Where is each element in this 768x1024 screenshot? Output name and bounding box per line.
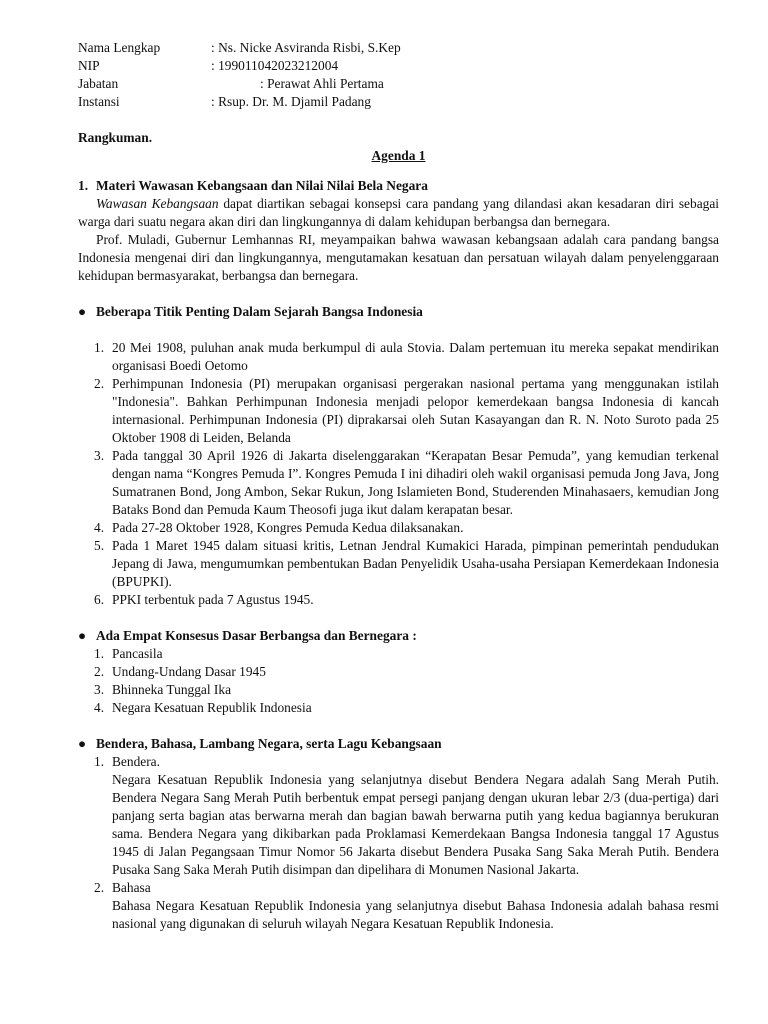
symbols-heading [78,735,719,753]
paragraph-muladi: Prof. Muladi, Gubernur Lemhannas RI, meyampaikan bahwa wawasan kebangsaan adalah cara pandang bangsa Indonesia mengenai diri dan lingkungannya, mengutamakan kesatuan dan persatuan wilayah dalam penyelenggaraan kehidupan bermasyarakat, berbangsa dan bernegara. [78,232,719,283]
list-item-text: Pada tanggal 30 April 1926 di Jakarta diselenggarakan “Kerapatan Besar Pemuda”, yang kemudian terkenal dengan nama “Kongres Pemuda I”. Kongres Pemuda I ini dihadiri oleh wakil organisasi pemuda Jong Java, Jong Sumatranen Bond, Jong Ambon, Sekar Rukun, Jong Islamieten Bond, Studerenden Minahasaers, kemudian Jong Bataks Bond dan Pemuda Kaum Theosofi juga ikut dalam kerapatan besar. [112,448,719,517]
bullet-icon: ● [78,304,87,319]
list-number: 3. [94,682,105,697]
list-item [78,645,719,663]
identity-row-name [78,39,719,57]
list-item [78,375,719,447]
list-item [78,681,719,699]
bullet-icon: ● [78,736,87,751]
document-page [78,39,719,933]
agenda-title: Agenda 1 [371,148,426,163]
paragraph-text: dapat diartikan sebagai konsepsi cara pandang yang dilandasi akan kesadaran diri sebagai warga dari suatu negara akan diri dan lingkungannya di dalam kehidupan berbangsa dan bernegara. [78,196,719,229]
identity-value: : Ns. Nicke Asviranda Risbi, S.Kep [211,40,401,55]
list-number: 2. [94,664,105,679]
identity-value: : Rsup. Dr. M. Djamil Padang [211,94,371,109]
list-number: 2. [94,376,105,391]
identity-row-institution [78,93,719,111]
list-number: 1. [94,754,105,769]
list-item-text: Pancasila [112,646,163,661]
list-item [78,339,719,375]
list-item-text: Negara Kesatuan Republik Indonesia [112,700,312,715]
list-number: 1. [94,646,105,661]
list-number: 3. [94,448,105,463]
list-item [78,879,719,933]
symbols-title: Bendera, Bahasa, Lambang Negara, serta Lagu Kebangsaan [96,736,442,751]
paragraph-definition [78,195,719,231]
bullet-icon: ● [78,628,87,643]
list-item [78,753,719,879]
identity-row-nip [78,57,719,75]
list-item-text: Bhinneka Tunggal Ika [112,682,232,697]
list-number: 5. [94,538,105,553]
list-number: 6. [94,592,105,607]
list-item [78,537,719,591]
list-item-label: Bahasa [112,880,151,895]
list-item [78,699,719,717]
symbols-list [78,753,719,933]
list-item-text: Bahasa Negara Kesatuan Republik Indonesia yang selanjutnya disebut Bahasa Indonesia adalah bahasa resmi nasional yang digunakan di seluruh wilayah Negara Kesatuan Republik Indonesia. [112,898,719,931]
list-number: 4. [94,700,105,715]
identity-value: : Perawat Ahli Pertama [260,76,384,91]
consensus-title: Ada Empat Konsesus Dasar Berbangsa dan Bernegara : [96,628,417,643]
consensus-list [78,645,719,717]
list-item-text: Negara Kesatuan Republik Indonesia yang selanjutnya disebut Bendera Negara adalah Sang Merah Putih. Bendera Negara Sang Merah Putih berbentuk empat persegi panjang dengan ukuran lebar 2/3 (dua-pertiga) dari panjang serta bagian atas berwarna merah dan bagian bawah berwarna putih yang kedua bagiannya berukuran sama. Bendera Negara yang dikibarkan pada Proklamasi Kemerdekaan Bangsa Indonesia tanggal 17 Agustus 1945 di Jalan Pegangsaan Timur Nomor 56 Jakarta disebut Bendera Pusaka Sang Saka Merah Putih. Bendera Pusaka Sang Saka Merah Putih disimpan dan dipelihara di Monumen Nasional Jakarta. [112,772,719,877]
list-item [78,447,719,519]
section-number: 1. [78,178,89,193]
consensus-heading [78,627,719,645]
list-item-text: Pada 27-28 Oktober 1928, Kongres Pemuda Kedua dilaksanakan. [112,520,464,535]
identity-label: NIP [78,58,100,73]
list-item-label: Bendera. [112,754,160,769]
list-item [78,591,719,609]
list-item-text: PPKI terbentuk pada 7 Agustus 1945. [112,592,314,607]
identity-label: Jabatan [78,76,119,91]
list-number: 1. [94,340,105,355]
list-number: 4. [94,520,105,535]
list-item [78,519,719,537]
history-list [78,339,719,609]
list-number: 2. [94,880,105,895]
list-item-text: Pada 1 Maret 1945 dalam situasi kritis, Letnan Jendral Kumakici Harada, pimpinan pemerintah pendudukan Jepang di Jawa, mengumumkan pembentukan Badan Penyelidik Usaha-usaha Persiapan Kemerdekaan Indonesia (BPUPKI). [112,538,719,589]
history-title: Beberapa Titik Penting Dalam Sejarah Bangsa Indonesia [96,304,423,319]
identity-block [78,39,719,111]
list-item-text: Perhimpunan Indonesia (PI) merupakan organisasi pergerakan nasional pertama yang menggunakan istilah "Indonesia". Bahkan Perhimpunan Indonesia menjadi pelopor kemerdekaan bangsa Indonesia di kancah internasional. Perhimpunan Indonesia (PI) diprakarsai oleh Sutan Kasayangan dan R. N. Noto Suroto pada 25 Oktober 1908 di Leiden, Belanda [112,376,719,445]
identity-row-position [78,75,719,93]
list-item-text: 20 Mei 1908, puluhan anak muda berkumpul di aula Stovia. Dalam pertemuan itu mereka sepakat mendirikan organisasi Boedi Oetomo [112,340,719,373]
identity-label: Instansi [78,94,120,109]
section-heading [78,177,719,195]
list-item-text: Undang-Undang Dasar 1945 [112,664,266,679]
italic-term: Wawasan Kebangsaan [96,196,219,211]
section-title: Materi Wawasan Kebangsaan dan Nilai Nilai Bela Negara [96,178,428,193]
identity-label: Nama Lengkap [78,40,161,55]
list-item [78,663,719,681]
history-heading [78,303,719,321]
identity-value: : 199011042023212004 [211,58,339,73]
summary-heading: Rangkuman. [78,130,153,145]
